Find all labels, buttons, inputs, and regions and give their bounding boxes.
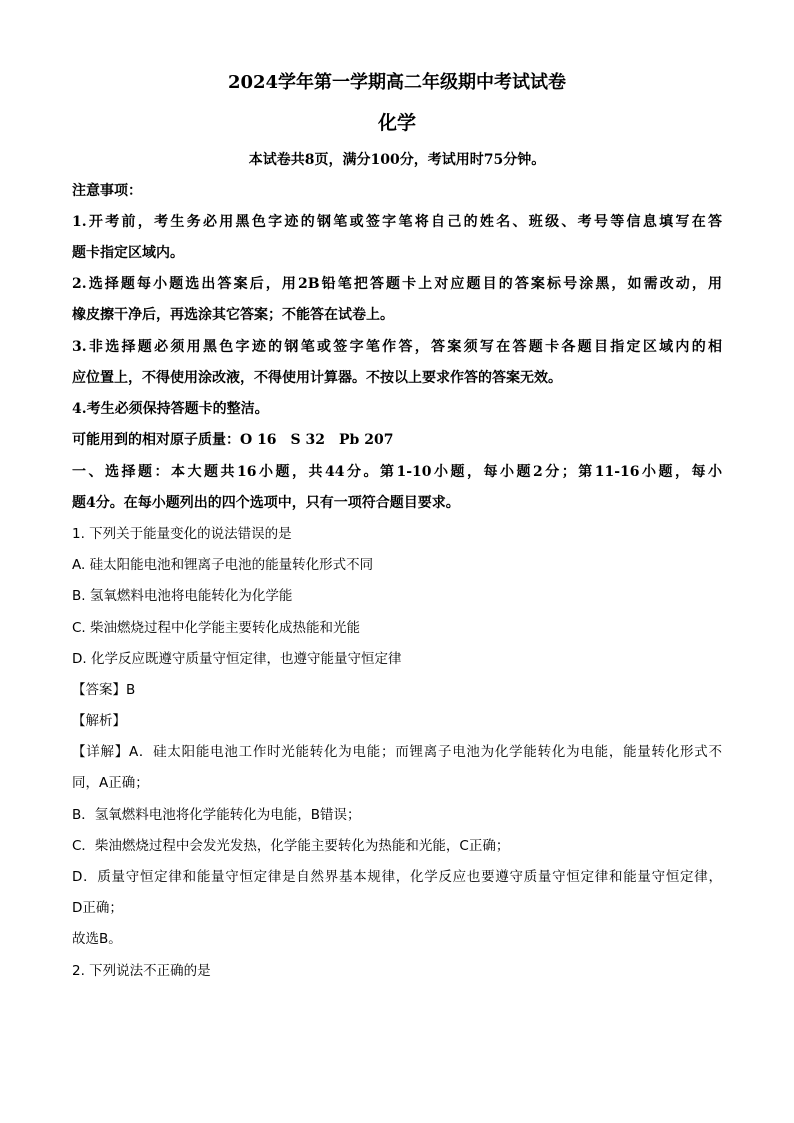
atomic-mass-line: 可能用到的相对原子质量：O 16 S 32 Pb 207 [72, 432, 394, 448]
question-1-detail-line-1: 【详解】A．硅太阳能电池工作时光能转化为电能；而锂离子电池为化学能转化为电能，能量转化形式不 [72, 744, 722, 760]
question-1-option-d: D. 化学反应既遵守质量守恒定律，也遵守能量守恒定律 [72, 651, 402, 667]
notice-item-1-line-2: 题卡指定区域内。 [72, 245, 184, 261]
question-1-detail-line-3: B．氢氧燃料电池将化学能转化为电能，B错误； [72, 807, 361, 823]
question-1-detail-line-6: D正确； [72, 900, 123, 916]
notice-item-2-line-1: 2.选择题每小题选出答案后，用2B铅笔把答题卡上对应题目的答案标号涂黑，如需改动，用 [72, 276, 722, 292]
section-1-line-1: 一、选择题：本大题共16小题，共44分。第1-10小题，每小题2分；第11-16小题，每小 [72, 464, 722, 480]
section-1-line-2: 题4分。在每小题列出的四个选项中，只有一项符合题目要求。 [72, 495, 460, 511]
notice-item-1-line-1: 1.开考前，考生务必用黑色字迹的钢笔或签字笔将自己的姓名、班级、考号等信息填写在答 [72, 214, 722, 230]
notice-item-3-line-1: 3.非选择题必须用黑色字迹的钢笔或签字笔作答，答案须写在答题卡各题目指定区域内的相 [72, 339, 722, 355]
question-1-analysis-label: 【解析】 [72, 713, 126, 729]
question-1-option-a: A. 硅太阳能电池和锂离子电池的能量转化形式不同 [72, 557, 374, 573]
notice-heading: 注意事项： [72, 183, 142, 199]
exam-info: 本试卷共8页，满分100分，考试用时75分钟。 [248, 152, 546, 168]
notice-item-3-line-2: 应位置上，不得使用涂改液，不得使用计算器。不按以上要求作答的答案无效。 [72, 370, 562, 386]
question-1-option-b: B. 氢氧燃料电池将电能转化为化学能 [72, 588, 293, 604]
notice-item-4: 4.考生必须保持答题卡的整洁。 [72, 401, 269, 417]
question-1-option-c: C. 柴油燃烧过程中化学能主要转化成热能和光能 [72, 620, 361, 636]
question-1-stem: 1. 下列关于能量变化的说法错误的是 [72, 526, 292, 542]
question-1-detail-line-7: 故选B。 [72, 931, 122, 947]
question-2-stem: 2. 下列说法不正确的是 [72, 963, 211, 979]
question-1-answer: 【答案】B [72, 682, 136, 698]
question-1-detail-line-5: D．质量守恒定律和能量守恒定律是自然界基本规律，化学反应也要遵守质量守恒定律和能量守恒定律， [72, 869, 722, 885]
exam-title: 2024学年第一学期高二年级期中考试试卷 [227, 72, 567, 93]
question-1-detail-line-4: C．柴油燃烧过程中会发光发热，化学能主要转化为热能和光能，C正确； [72, 838, 510, 854]
subject-title: 化学 [377, 112, 416, 134]
notice-item-2-line-2: 橡皮擦干净后，再选涂其它答案；不能答在试卷上。 [72, 307, 394, 323]
question-1-detail-line-2: 同，A正确； [72, 775, 149, 791]
